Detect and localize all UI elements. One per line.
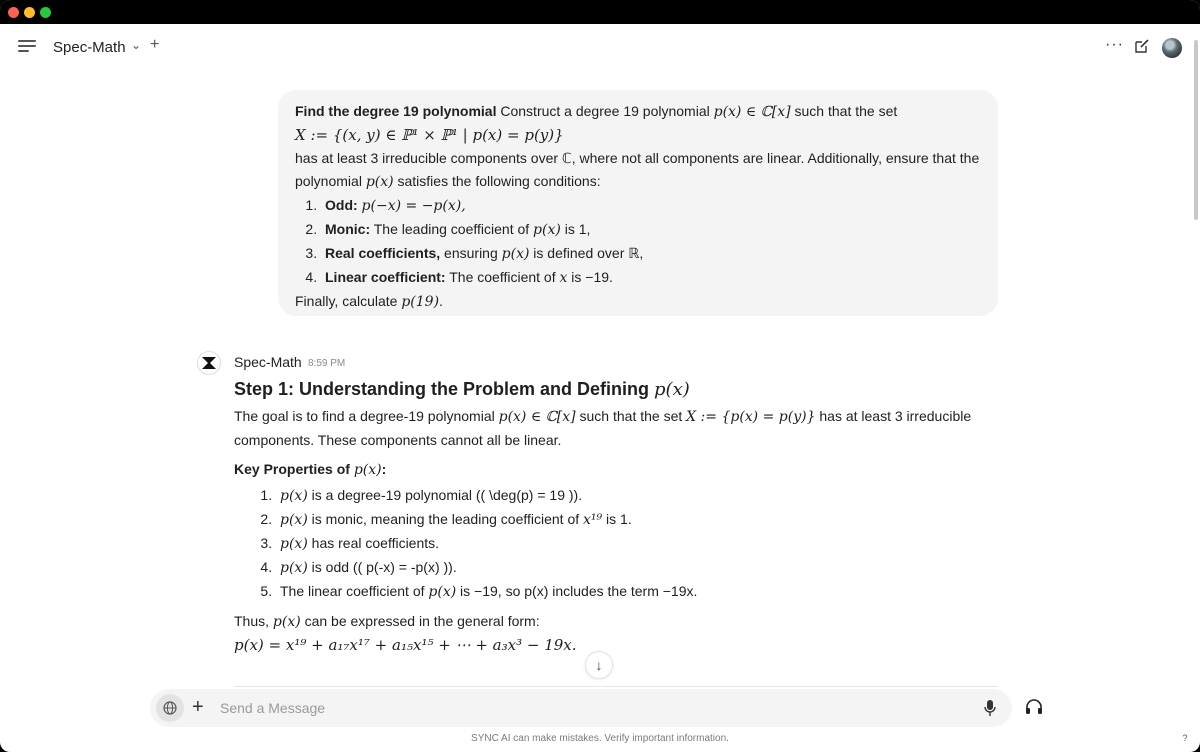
math-expression: p(x)	[280, 488, 308, 504]
headphones-voice-mode-icon[interactable]	[1025, 699, 1043, 720]
text: Construct a degree 19 polynomial	[496, 103, 714, 119]
math-expression: p(x)	[280, 512, 308, 528]
condition-item	[321, 218, 982, 242]
text: .	[439, 293, 443, 309]
math-expression: p(x)	[280, 536, 308, 552]
general-form-intro	[234, 610, 974, 634]
math-expression: p(x)	[272, 614, 301, 630]
text: Thus,	[234, 613, 273, 629]
condition-item	[321, 194, 982, 218]
user-line-3: has at least 3 irreducible components over ℂ, where not all components are linear. Additionally, ensure that the	[295, 150, 980, 166]
microphone-icon[interactable]	[983, 699, 997, 722]
text: :	[381, 461, 387, 477]
user-message-bubble	[278, 90, 998, 316]
property-item	[276, 508, 974, 532]
disclaimer-text: SYNC AI can make mistakes. Verify important information.	[471, 733, 729, 744]
help-button[interactable]: ?	[1182, 733, 1188, 743]
text: ensuring	[440, 245, 502, 261]
text: has at least 3 irreducible	[815, 408, 972, 424]
general-form-formula: p(x) = x¹⁹ + a₁₇x¹⁷ + a₁₅x¹⁵ + ⋯ + a₃x³ − 19x.	[234, 636, 577, 654]
message-composer	[150, 689, 1012, 727]
math-expression: p(−x) = −p(x),	[361, 198, 466, 214]
text: The linear coefficient of	[280, 583, 429, 599]
math-expression: p(x)	[353, 462, 382, 478]
attach-plus-button[interactable]: +	[192, 696, 204, 718]
math-expression: p(x)	[654, 379, 690, 400]
text: is 1.	[602, 511, 632, 527]
condition-item	[321, 242, 982, 266]
text: satisfies the following conditions:	[393, 173, 601, 189]
math-expression: p(19)	[401, 294, 440, 310]
text: is odd (( p(-x) = -p(x) )).	[307, 559, 457, 575]
new-chat-edit-icon[interactable]	[1134, 38, 1150, 59]
math-expression: p(x)	[533, 222, 561, 238]
title-bar	[0, 0, 1200, 24]
property-item	[276, 484, 974, 508]
math-expression: x¹⁹	[583, 512, 603, 528]
text: is −19.	[567, 269, 613, 285]
text: can be expressed in the general form:	[300, 613, 540, 629]
math-expression: X := {p(x) = p(y)}	[686, 409, 816, 425]
math-expression: p(x)	[365, 174, 394, 190]
user-line-4	[295, 170, 982, 194]
text: The leading coefficient of	[370, 221, 534, 237]
sidebar-menu-icon[interactable]	[18, 40, 36, 56]
text: such that the set	[790, 103, 898, 119]
text: Finally, calculate	[295, 293, 402, 309]
text: The coefficient of	[445, 269, 560, 285]
text: is monic, meaning the leading coefficient of	[307, 511, 584, 527]
step-heading	[234, 376, 974, 403]
more-options-icon[interactable]: ···	[1105, 36, 1124, 53]
property-item	[276, 580, 974, 604]
assistant-name: Spec-Math	[234, 354, 302, 370]
assistant-avatar-icon	[197, 351, 221, 375]
math-expression: x	[559, 270, 568, 286]
chevron-down-icon[interactable]: ⌄	[131, 38, 142, 52]
minimize-window-button[interactable]	[24, 7, 35, 18]
text: such that the set	[575, 408, 687, 424]
text: is −19, so p(x) includes the term −19x.	[456, 583, 698, 599]
text: is a degree-19 polynomial (( \deg(p) = 19 )).	[307, 487, 583, 503]
math-expression: p(x)	[280, 560, 308, 576]
property-item	[276, 556, 974, 580]
text: components. These components cannot all be linear.	[234, 432, 562, 448]
add-model-button[interactable]: +	[150, 36, 160, 53]
close-window-button[interactable]	[8, 7, 19, 18]
condition-label: Linear coefficient:	[325, 269, 446, 285]
model-selector[interactable]: Spec-Math	[53, 39, 126, 56]
key-properties-heading	[234, 458, 974, 482]
text: is defined over ℝ,	[529, 245, 644, 261]
message-timestamp: 8:59 PM	[308, 358, 346, 369]
web-search-globe-icon[interactable]	[156, 694, 184, 722]
user-final-line	[295, 290, 982, 314]
user-avatar[interactable]	[1162, 38, 1182, 58]
math-expression: p(x) ∈ ℂ[x]	[498, 409, 576, 425]
math-expression: p(x) ∈ ℂ[x]	[713, 104, 791, 120]
condition-item	[321, 266, 982, 290]
properties-list	[276, 484, 974, 604]
math-expression: p(x)	[428, 584, 457, 600]
text: Key Properties of	[234, 461, 354, 477]
intro-paragraph	[234, 405, 974, 452]
top-bar	[0, 24, 1200, 72]
set-definition-math: X := {(x, y) ∈ ℙ¹ × ℙ¹ | p(x) = p(y)}	[295, 126, 564, 144]
user-line-1	[295, 100, 982, 124]
maximize-window-button[interactable]	[40, 7, 51, 18]
text: The goal is to find a degree-19 polynomial	[234, 408, 499, 424]
text: polynomial	[295, 173, 366, 189]
message-input[interactable]	[220, 695, 960, 721]
scrollbar[interactable]	[1194, 40, 1198, 220]
condition-label: Odd:	[325, 197, 358, 213]
assistant-message	[234, 376, 974, 657]
text: has real coefficients.	[307, 535, 440, 551]
condition-label: Real coefficients,	[325, 245, 441, 261]
prompt-title: Find the degree 19 polynomial	[295, 103, 497, 119]
condition-label: Monic:	[325, 221, 371, 237]
property-item	[276, 532, 974, 556]
text: Step 1: Understanding the Problem and Defining	[234, 379, 655, 399]
scroll-to-bottom-button[interactable]: ↓	[585, 651, 613, 679]
divider	[234, 686, 998, 687]
text: is 1,	[560, 221, 591, 237]
conditions-list	[321, 194, 982, 290]
math-expression: p(x)	[501, 246, 530, 262]
